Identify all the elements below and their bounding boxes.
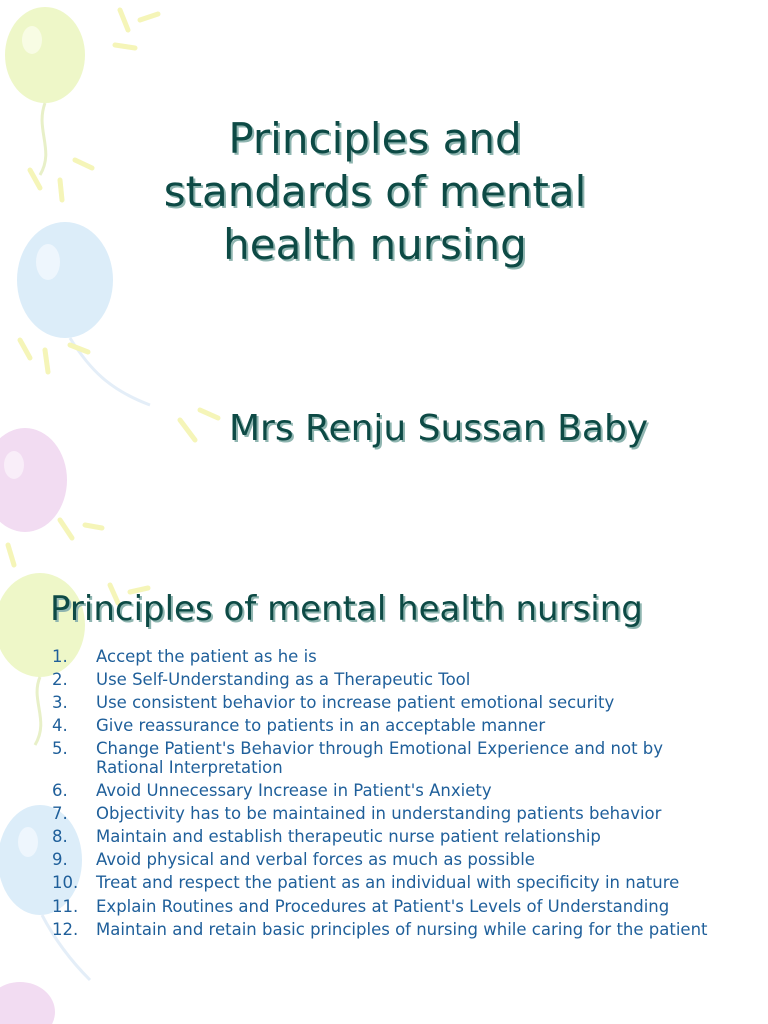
item-number: 6. xyxy=(52,781,68,801)
item-text: Use consistent behavior to increase patient emotional security xyxy=(96,693,615,713)
item-number: 10. xyxy=(52,873,79,893)
title-line-1: Principles and xyxy=(228,114,522,163)
item-text: Give reassurance to patients in an acceptable manner xyxy=(96,716,546,736)
item-text: Avoid Unnecessary Increase in Patient's Anxiety xyxy=(96,781,492,801)
list-item xyxy=(52,921,732,940)
author-name: Mrs Renju Sussan Baby xyxy=(229,408,649,449)
list-item xyxy=(52,782,732,801)
list-item xyxy=(52,898,732,917)
principles-slide xyxy=(0,576,768,1024)
item-number: 11. xyxy=(52,896,79,916)
item-text: Avoid physical and verbal forces as much as possible xyxy=(96,850,535,870)
list-item xyxy=(52,740,732,777)
list-item xyxy=(52,648,732,667)
list-item xyxy=(52,874,732,893)
item-number: 5. xyxy=(52,739,68,759)
item-text: Objectivity has to be maintained in understanding patients behavior xyxy=(96,804,662,824)
principles-list xyxy=(52,648,732,944)
list-item xyxy=(52,694,732,713)
item-number: 4. xyxy=(52,716,68,736)
list-item xyxy=(52,671,732,690)
item-text: Use Self-Understanding as a Therapeutic Tool xyxy=(96,670,471,690)
item-text: Change Patient's Behavior through Emotional Experience and not by Rational Interpretation xyxy=(96,739,664,777)
item-number: 8. xyxy=(52,827,68,847)
title-line-3: health nursing xyxy=(223,220,527,269)
item-number: 1. xyxy=(52,647,68,666)
item-number: 12. xyxy=(52,919,79,939)
item-text: Accept the patient as he is xyxy=(96,647,317,666)
item-number: 7. xyxy=(52,804,68,824)
item-number: 9. xyxy=(52,850,68,870)
list-item xyxy=(52,851,732,870)
item-number: 2. xyxy=(52,670,68,690)
title-line-2: standards of mental xyxy=(163,167,587,216)
slide-heading: Principles of mental health nursing xyxy=(50,589,643,629)
item-text: Maintain and establish therapeutic nurse patient relationship xyxy=(96,827,601,847)
item-text: Treat and respect the patient as an individual with specificity in nature xyxy=(96,873,680,893)
list-item xyxy=(52,805,732,824)
presentation-title xyxy=(100,112,650,271)
item-text: Explain Routines and Procedures at Patient's Levels of Understanding xyxy=(96,896,670,916)
item-number: 3. xyxy=(52,693,68,713)
item-text: Maintain and retain basic principles of nursing while caring for the patient xyxy=(96,919,708,939)
list-item xyxy=(52,717,732,736)
list-item xyxy=(52,828,732,847)
